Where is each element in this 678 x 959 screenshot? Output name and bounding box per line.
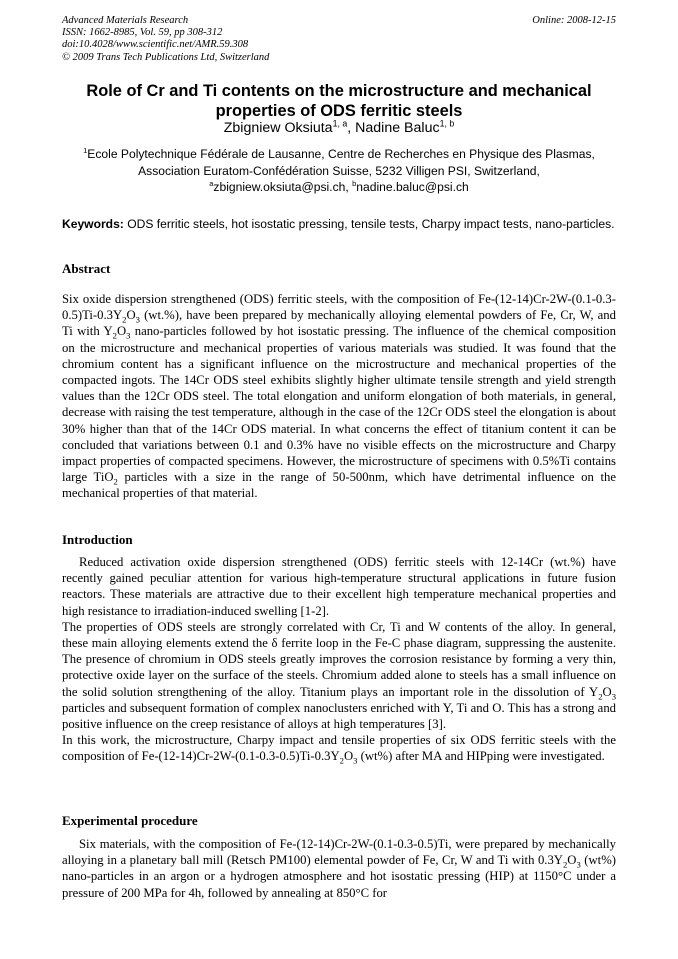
keywords [62,216,616,232]
title-line-2: properties of ODS ferritic steels [215,101,463,120]
abstract-heading: Abstract [62,261,111,276]
author-affiliation-mark: 1, b [439,118,455,129]
title-line-1: Role of Cr and Ti contents on the microstructure and mechanical [86,82,592,100]
author-name: Zbigniew Oksiuta [223,120,333,136]
author-name: Nadine Baluc [355,120,440,136]
paragraph: Six materials, with the composition of Fe-(12-14)Cr-2W-(0.1-0.3-0.5)Ti, were prepared by mechanically alloying in a planetary ball mill (Retsch PM100) elemental powder of Fe, Cr, W and Ti with $0.3Y_2O_3$ (wt%) nano-particles in an argon or a hydrogen atmosphere and hot isostatic pressing (HIP) at 1150°C under a pressure of 200 MPa for 4h, followed by annealing at 850°C for [62,837,616,900]
email-mark: b [352,178,357,188]
introduction-heading: Introduction [62,532,133,547]
journal-name: Advanced Materials Research [62,15,189,26]
online-date: Online: 2008-12-15 [532,15,616,26]
affiliation-mark: 1 [83,145,88,155]
author-list [62,120,616,137]
paragraph: The properties of ODS steels are strongly correlated with Cr, Ti and W contents of the alloy. In general, these main alloying elements extend the δ ferrite loop in the Fe-C phase diagram, suppressing the austenite. The presence of chromium in ODS steels greatly improves the corrosion resistance by forming a very thin, protective oxide layer on the surface of the steels. Chromium added alone to steels has a small influence on the solid solution strengthening of the alloy. Titanium plays an important role in the dissolution of $Y_2O_3$ particles and subsequent formation of complex nanoclusters enriched with Y, Ti and O. This has a strong and positive influence on the creep resistance of alloys at high temperatures [3]. [62,619,616,732]
keywords-text: ODS ferritic steels, hot isostatic pressing, tensile tests, Charpy impact tests, nano-particles. [123,217,615,231]
introduction-text [62,554,616,765]
paragraph: In this work, the microstructure, Charpy impact and tensile properties of six ODS ferritic steels with the composition of $Fe-(12-14)Cr-2W-(0.1-0.3-0.5)Ti-0.3Y_2O_3$ (wt%) after MA and HIPping were investigated. [62,733,616,766]
experimental-text [62,836,616,901]
affiliation [62,146,616,179]
email-mark: a [209,178,214,188]
journal-header [62,15,616,64]
author-emails [62,180,616,195]
journal-doi: doi:10.4028/www.scientific.net/AMR.59.308 [62,39,249,51]
paragraph: Reduced activation oxide dispersion strengthened (ODS) ferritic steels with 12-14Cr (wt.%) have recently gained peculiar attention for various high-temperature structural applications in future fusion reactors. These materials are attractive due to their excellent high temperature mechanical properties and high resistance to irradiation-induced swelling [1-2]. [62,555,616,618]
author-affiliation-mark: 1, a [332,118,348,129]
experimental-heading: Experimental procedure [62,813,198,828]
affiliation-line-1: Ecole Polytechnique Fédérale de Lausanne, Centre de Recherches en Physique des Plasmas, [87,147,595,161]
affiliation-line-2: Association Euratom-Confédération Suisse, 5232 Villigen PSI, Switzerland, [138,163,540,178]
keywords-label: Keywords: [62,217,124,231]
email-address: nadine.baluc@psi.ch [356,180,469,194]
journal-issn: ISSN: 1662-8985, Vol. 59, pp 308-312 [62,27,223,39]
author-separator: , [347,120,356,136]
paper-title [62,82,616,121]
email-address: zbigniew.oksiuta@psi.ch, [213,180,353,194]
abstract-text: Six oxide dispersion strengthened (ODS) ferritic steels, with the composition of $Fe-(12-14)Cr-2W-(0.1-0.3-0.5)Ti-0.3Y_2O_3$ (wt.%), have been prepared by mechanically alloying elemental powders of Fe, Cr, W, and Ti with $Y_2O_3$ nano-particles followed by hot isostatic pressing. The influence of the chemical composition on the microstructure and mechanical properties of various materials was studied. It was found that the chromium content has a significant influence on the microstructure and mechanical properties of the compacted ingots. The 14Cr ODS steel exhibits slightly higher ultimate tensile strength and yield strength values than the 12Cr ODS steel. The total elongation and uniform elongation of both materials, in general, decrease with raising the test temperature, although in the case of the 12Cr ODS steel the elongation is about 30% higher than that of the 14Cr ODS material. In what concerns the effect of titanium content it can be concluded that variations between 0.1 and 0.3% have no visible effects on the microstructure and Charpy impact properties of compacted specimens. However, the microstructure of specimens with 0.5%Ti contains large TiO$_2$ particles with a size in the range of 50-500nm, which have detrimental influence on the mechanical properties of that material. [62,292,617,501]
journal-copyright: © 2009 Trans Tech Publications Ltd, Switzerland [62,51,270,63]
